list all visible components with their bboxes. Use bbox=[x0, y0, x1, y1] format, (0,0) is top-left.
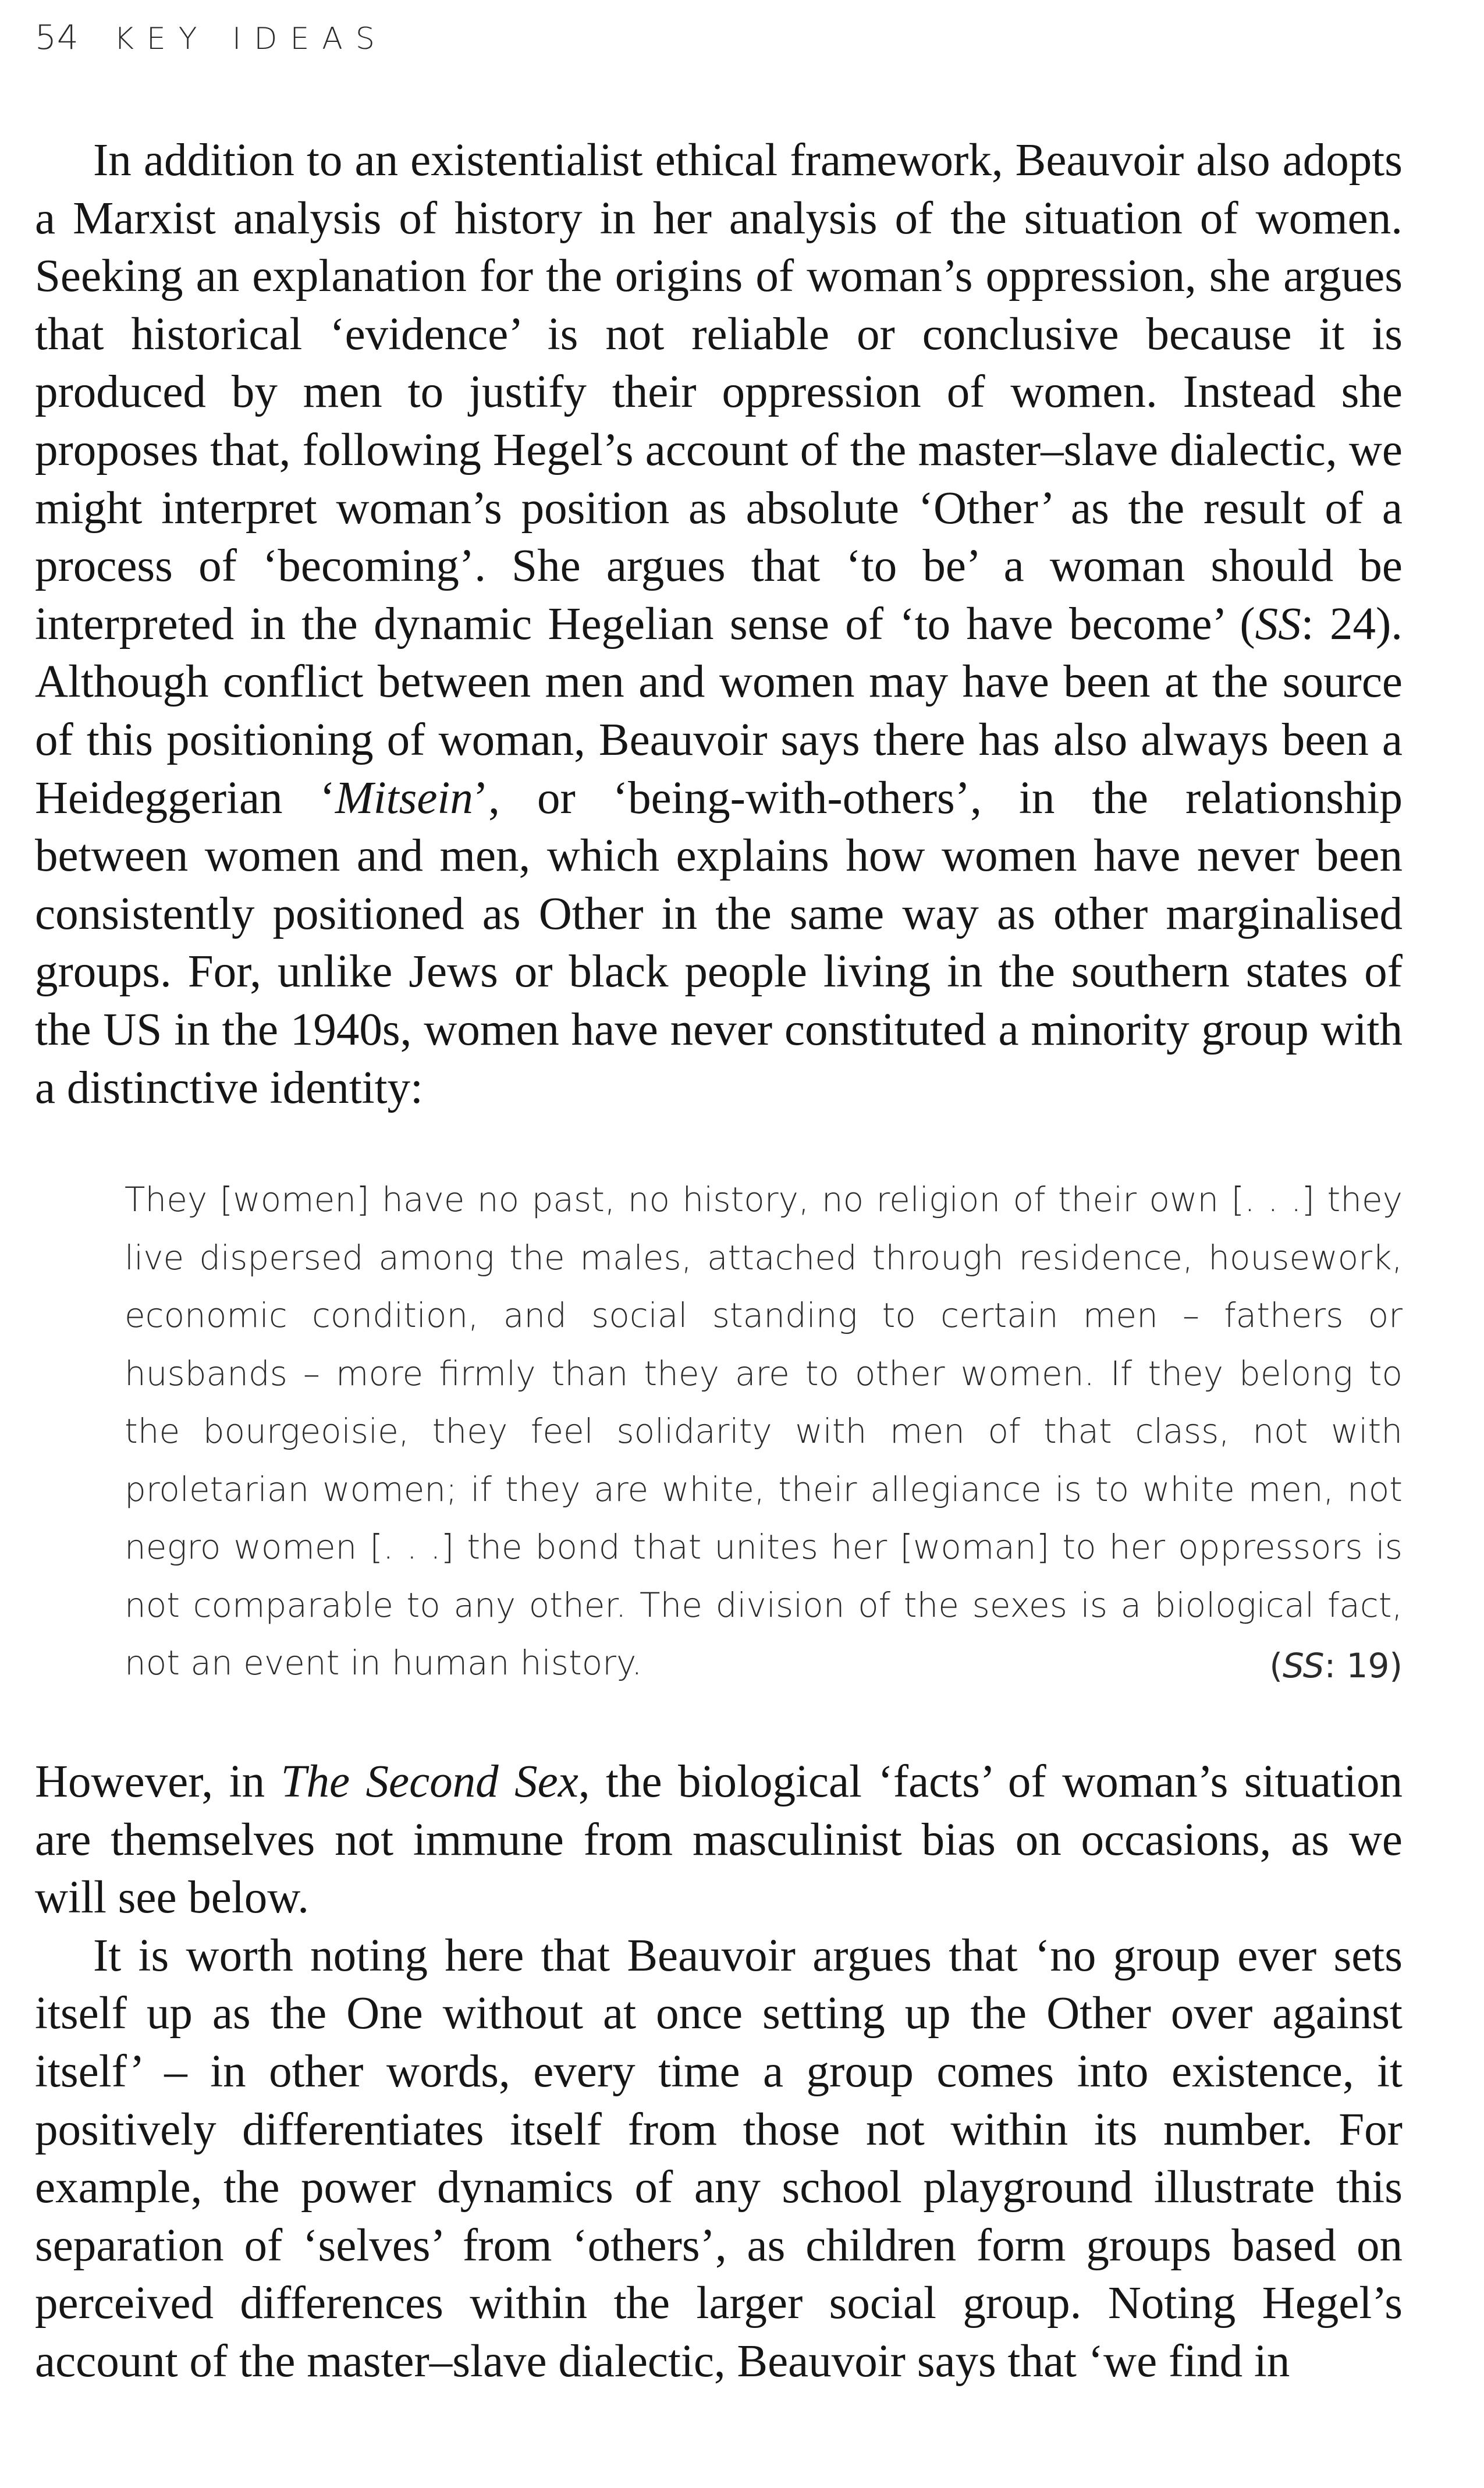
running-head bbox=[35, 17, 388, 64]
quote-citation: (SS: 19) bbox=[1269, 1646, 1403, 1685]
paragraph-1: In addition to an existentialist ethical framework, Beauvoir also adopts a Marxist analysis of history in her analysis of the situation of women. Seeking an explanation for the origins of woman’s oppression, she argues that historical ‘evidence’ is not reliable or conclusive because it is produced by men to justify their oppression of women. Instead she proposes that, following Hegel’s account of the master–slave dialectic, we might interpret woman’s position as absolute ‘Other’ as the result of a process of ‘becoming’. She argues that ‘to be’ a woman should be interpreted in the dynamic Hegelian sense of ‘to have become’ (SS: 24). Although conflict between men and women may have been at the source of this positioning of woman, Beauvoir says there has also always been a Heideggerian ‘Mitsein’, or ‘being-with-others’, in the relationship between women and men, which explains how women have never been consistently positioned as Other in the same way as other marginalised groups. For, unlike Jews or black people living in the southern states of the US in the 1940s, women have never constituted a minority group with a distinctive identity: bbox=[35, 135, 1403, 1113]
block-quote-text: They [women] have no past, no history, no religion of their own [. . .] they live dispersed among the males, attached through residence, housework, economic condition, and social standing to certain men – fathers or husbands – more firmly than they are to other women. If they belong to the bourgeoisie, they feel solidarity with men of that class, not with proletarian women; if they are white, their allegiance is to white men, not negro women [. . .] the bond that unites her [woman] to her oppressors is not comparable to any other. The division of the sexes is a biological fact, not an event in human history. bbox=[125, 1180, 1403, 1683]
mitsein-term: Mitsein bbox=[335, 772, 473, 824]
body-text-lower bbox=[35, 1753, 1403, 2391]
citation-source: SS bbox=[1283, 1646, 1325, 1685]
body-text-upper bbox=[35, 132, 1403, 1117]
book-title: The Second Sex bbox=[281, 1756, 578, 1807]
paragraph-2: However, in The Second Sex, the biological ‘facts’ of woman’s situation are themselves not immune from masculinist bias on occasions, as we will see below. bbox=[35, 1756, 1403, 1923]
section-title: KEY IDEAS bbox=[113, 22, 388, 56]
block-quote bbox=[125, 1171, 1403, 1692]
page-number: 54 bbox=[35, 17, 79, 57]
paragraph-3: It is worth noting here that Beauvoir argues that ‘no group ever sets itself up as the One without at once setting up the Other over against itself’ – in other words, every time a group comes into existence, it positively differentiates itself from those not within its number. For example, the power dynamics of any school playground illustrate this separation of ‘selves’ from ‘others’, as children form groups based on perceived differences within the larger social group. Noting Hegel’s account of the master–slave dialectic, Beauvoir says that ‘we find in bbox=[35, 1930, 1403, 2387]
ss-abbreviation: SS bbox=[1255, 598, 1301, 649]
